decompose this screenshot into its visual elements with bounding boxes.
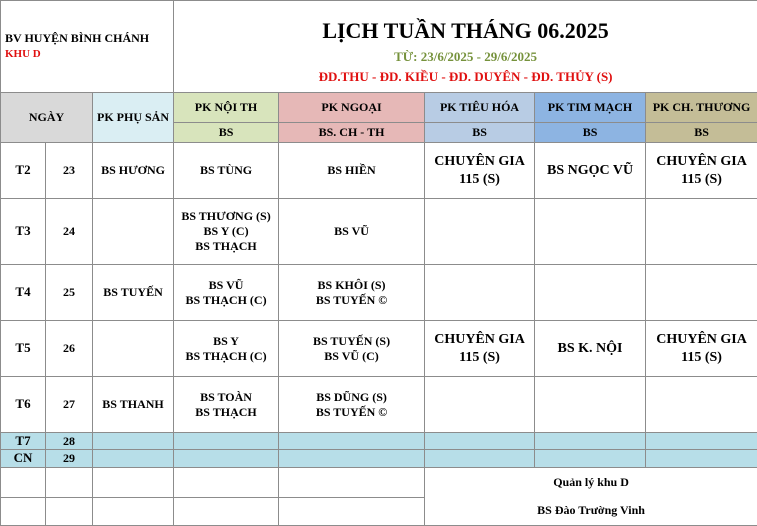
empty-cell: [646, 433, 757, 450]
ngoai-cell: [279, 265, 425, 321]
doctor-line: BS HƯƠNG: [93, 163, 173, 178]
phu-san-cell: [93, 321, 174, 377]
doctor-line: BS VŨ: [279, 224, 424, 239]
empty-cell: [425, 433, 535, 450]
doctor-line: BS TUYẾN ©: [279, 405, 424, 420]
date-cell: 23: [46, 143, 93, 199]
doctor-line: BS TOÀN: [174, 390, 278, 405]
empty-cell: [535, 450, 646, 467]
table-row: [1, 265, 757, 321]
doctor-line: 115 (S): [425, 349, 534, 367]
noi-th-cell: [174, 377, 279, 433]
weekend-row: [1, 433, 757, 450]
ch-thuong-header: PK CH. THƯƠNG: [646, 93, 757, 123]
ch-thuong-cell: [646, 321, 757, 377]
ngoai-cell: [279, 199, 425, 265]
ngoai-cell: [279, 377, 425, 433]
tim-mach-cell: [535, 377, 646, 433]
doctor-line: BS HIỀN: [279, 163, 424, 178]
empty-cell: [279, 450, 425, 467]
empty-cell: [174, 450, 279, 467]
doctor-line: BS TUYẾN ©: [279, 293, 424, 308]
manager-title: Quản lý khu D: [425, 467, 757, 497]
tieu-hoa-cell: [425, 199, 535, 265]
footer-empty-cell: [174, 467, 279, 497]
tieu-hoa-cell: [425, 265, 535, 321]
footer-empty-cell: [93, 497, 174, 525]
empty-cell: [279, 433, 425, 450]
empty-cell: [425, 450, 535, 467]
title-cell: [174, 1, 757, 93]
doctor-line: BS THẠCH (C): [174, 293, 278, 308]
doctor-line: BS THƯƠNG (S): [174, 209, 278, 224]
doctor-line: BS VŨ: [174, 278, 278, 293]
date-range: TỪ: 23/6/2025 - 29/6/2025: [174, 45, 757, 65]
date-cell: 27: [46, 377, 93, 433]
nurse-list: ĐD.THU - ĐD. KIỀU - ĐD. DUYÊN - ĐD. THỦY (S): [174, 65, 757, 85]
noi-th-header: PK NỘI TH: [174, 93, 279, 123]
hospital-header-cell: [1, 1, 174, 93]
doctor-line: 115 (S): [646, 171, 757, 189]
tim-mach-subheader: BS: [535, 123, 646, 143]
doctor-line: BS KHÔI (S): [279, 278, 424, 293]
weekday-cell: T7: [1, 433, 46, 450]
ch-thuong-cell: [646, 265, 757, 321]
area-name: KHU D: [1, 46, 173, 62]
weekend-row: [1, 450, 757, 467]
hospital-name: BV HUYỆN BÌNH CHÁNH: [1, 1, 173, 46]
footer-empty-cell: [46, 467, 93, 497]
table-row: [1, 143, 757, 199]
doctor-line: BS Y (C): [174, 224, 278, 239]
doctor-line: BS THẠCH: [174, 239, 278, 254]
doctor-line: BS THẠCH: [174, 405, 278, 420]
ch-thuong-cell: [646, 199, 757, 265]
phu-san-cell: [93, 143, 174, 199]
day-column-header: NGÀY: [1, 93, 93, 143]
table-row: [1, 377, 757, 433]
weekday-cell: CN: [1, 450, 46, 467]
date-cell: 25: [46, 265, 93, 321]
empty-cell: [646, 450, 757, 467]
doctor-line: CHUYÊN GIA: [646, 331, 757, 349]
page-title: LỊCH TUẦN THÁNG 06.2025: [174, 1, 757, 45]
footer-empty-cell: [1, 497, 46, 525]
date-cell: 29: [46, 450, 93, 467]
noi-th-cell: [174, 321, 279, 377]
manager-name: BS Đào Trường Vinh: [425, 497, 757, 525]
table-row: [1, 321, 757, 377]
footer-empty-cell: [1, 467, 46, 497]
noi-th-cell: [174, 265, 279, 321]
doctor-line: BS VŨ (C): [279, 349, 424, 364]
empty-cell: [535, 433, 646, 450]
footer-empty-cell: [93, 467, 174, 497]
tieu-hoa-subheader: BS: [425, 123, 535, 143]
doctor-line: BS TUYẾN (S): [279, 334, 424, 349]
tieu-hoa-cell: [425, 143, 535, 199]
tim-mach-cell: [535, 265, 646, 321]
footer-empty-cell: [174, 497, 279, 525]
doctor-line: CHUYÊN GIA: [425, 153, 534, 171]
tieu-hoa-header: PK TIÊU HÓA: [425, 93, 535, 123]
footer-row: [1, 467, 757, 497]
weekday-cell: T3: [1, 199, 46, 265]
phu-san-header: PK PHỤ SẢN: [93, 93, 174, 143]
ch-thuong-subheader: BS: [646, 123, 757, 143]
doctor-line: BS K. NỘI: [535, 340, 645, 358]
footer-empty-cell: [279, 467, 425, 497]
ngoai-cell: [279, 143, 425, 199]
weekday-cell: T4: [1, 265, 46, 321]
weekday-cell: T6: [1, 377, 46, 433]
doctor-line: CHUYÊN GIA: [646, 153, 757, 171]
doctor-line: BS Y: [174, 334, 278, 349]
weekday-cell: T5: [1, 321, 46, 377]
phu-san-cell: [93, 199, 174, 265]
table-row: [1, 199, 757, 265]
tim-mach-cell: [535, 199, 646, 265]
doctor-line: BS NGỌC VŨ: [535, 162, 645, 180]
date-cell: 24: [46, 199, 93, 265]
doctor-line: BS TUYẾN: [93, 285, 173, 300]
tim-mach-header: PK TIM MẠCH: [535, 93, 646, 123]
doctor-line: BS THANH: [93, 397, 173, 412]
ngoai-subheader: BS. CH - TH: [279, 123, 425, 143]
phu-san-cell: [93, 377, 174, 433]
tieu-hoa-cell: [425, 321, 535, 377]
empty-cell: [93, 450, 174, 467]
noi-th-cell: [174, 143, 279, 199]
footer-empty-cell: [279, 497, 425, 525]
ch-thuong-cell: [646, 377, 757, 433]
ngoai-header: PK NGOẠI: [279, 93, 425, 123]
doctor-line: 115 (S): [646, 349, 757, 367]
date-cell: 26: [46, 321, 93, 377]
noi-th-subheader: BS: [174, 123, 279, 143]
doctor-line: CHUYÊN GIA: [425, 331, 534, 349]
ch-thuong-cell: [646, 143, 757, 199]
footer-empty-cell: [46, 497, 93, 525]
ngoai-cell: [279, 321, 425, 377]
empty-cell: [93, 433, 174, 450]
doctor-line: BS DŨNG (S): [279, 390, 424, 405]
footer-row: [1, 497, 757, 525]
phu-san-cell: [93, 265, 174, 321]
date-cell: 28: [46, 433, 93, 450]
weekday-cell: T2: [1, 143, 46, 199]
doctor-line: 115 (S): [425, 171, 534, 189]
doctor-line: BS TÙNG: [174, 163, 278, 178]
noi-th-cell: [174, 199, 279, 265]
tim-mach-cell: [535, 321, 646, 377]
tim-mach-cell: [535, 143, 646, 199]
doctor-line: BS THẠCH (C): [174, 349, 278, 364]
empty-cell: [174, 433, 279, 450]
tieu-hoa-cell: [425, 377, 535, 433]
